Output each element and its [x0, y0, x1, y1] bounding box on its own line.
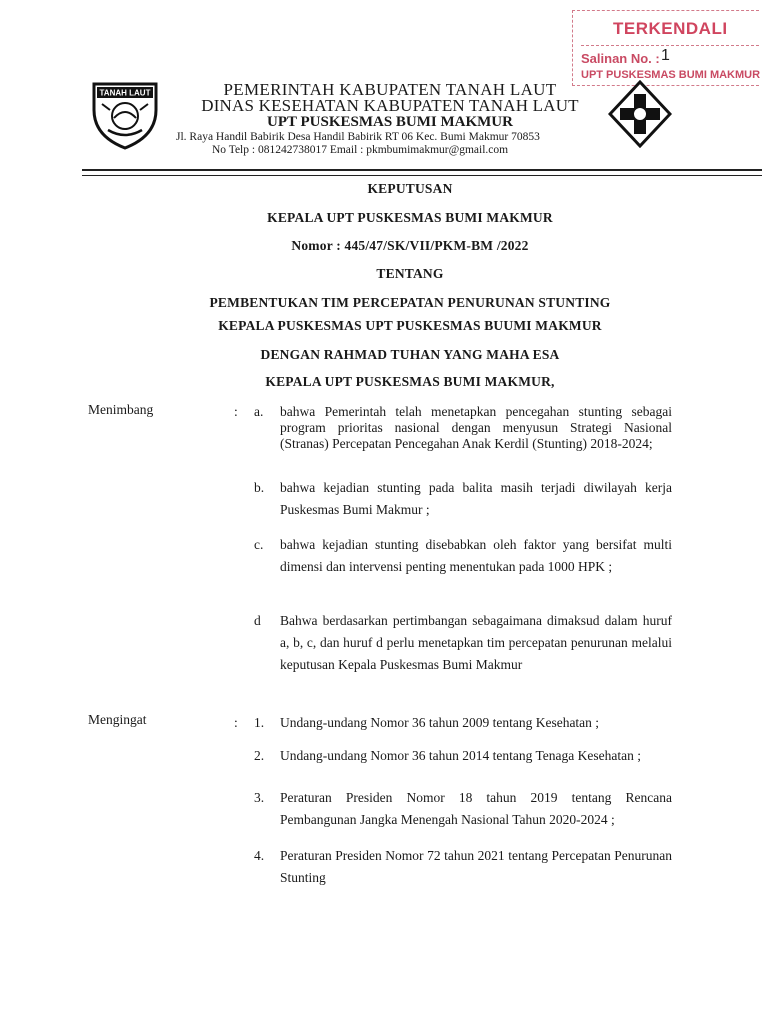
regency-emblem-icon	[88, 80, 162, 150]
menimbang-label: Menimbang	[88, 402, 154, 417]
menimbang-text-c: bahwa kejadian stunting disebabkan oleh faktor yang bersifat multi dimensi dan intervensi penting menentukan pada 1000 HPK ;	[280, 537, 672, 574]
menimbang-colon: :	[234, 404, 238, 419]
emblem-text: TANAH LAUT	[99, 88, 151, 98]
decree-about: TENTANG	[376, 266, 444, 281]
letterhead-rule-thin	[82, 175, 762, 176]
decree-subject: PEMBENTUKAN TIM PERCEPATAN PENURUNAN STUNTING	[209, 295, 611, 310]
menimbang-mark-b: b.	[254, 480, 265, 495]
stamp-copy-label: Salinan No. :	[581, 51, 660, 66]
decree-issuer: KEPALA UPT PUSKESMAS BUMI MAKMUR	[267, 210, 553, 225]
controlled-stamp	[572, 10, 759, 86]
stamp-divider	[581, 45, 759, 46]
mengingat-mark-3: 3.	[254, 790, 265, 805]
mengingat-mark-2: 2.	[254, 748, 265, 763]
menimbang-text-b: bahwa kejadian stunting pada balita masih terjadi diwilayah kerja Puskesmas Bumi Makmur ;	[280, 480, 672, 517]
mengingat-text-1: Undang-undang Nomor 36 tahun 2009 tentang Kesehatan ;	[280, 715, 600, 730]
decree-invocation: DENGAN RAHMAD TUHAN YANG MAHA ESA	[260, 347, 560, 362]
puskesmas-cross-icon	[608, 80, 672, 148]
decree-signatory: KEPALA UPT PUSKESMAS BUMI MAKMUR,	[265, 374, 555, 389]
stamp-organization: UPT PUSKESMAS BUMI MAKMUR	[581, 69, 761, 81]
stamp-title: TERKENDALI	[613, 19, 728, 38]
menimbang-mark-a: a.	[254, 404, 264, 419]
mengingat-mark-1: 1.	[254, 715, 265, 730]
mengingat-label: Mengingat	[88, 712, 147, 727]
mengingat-text-2: Undang-undang Nomor 36 tahun 2014 tentang Tenaga Kesehatan ;	[280, 748, 641, 763]
stamp-copy-number: 1	[661, 47, 670, 64]
mengingat-mark-4: 4.	[254, 848, 265, 863]
letterhead-government: PEMERINTAH KABUPATEN TANAH LAUT	[223, 80, 557, 99]
menimbang-text-a: bahwa Pemerintah telah menetapkan pencegahan stunting sebagai program prioritas nasional dengan menyusun Strategi Nasional (Stranas) Percepatan Pencegahan Anak Kerdil (Stunting) 2018-2024;	[280, 404, 672, 451]
letterhead-department: DINAS KESEHATAN KABUPATEN TANAH LAUT	[201, 96, 579, 115]
decree-number: Nomor : 445/47/SK/VII/PKM-BM /2022	[291, 238, 529, 253]
menimbang-mark-c: c.	[254, 537, 264, 552]
mengingat-text-4: Peraturan Presiden Nomor 72 tahun 2021 tentang Percepatan Penurunan Stunting	[280, 848, 672, 885]
decree-subject-line2: KEPALA PUSKESMAS UPT PUSKESMAS BUUMI MAKMUR	[218, 318, 602, 333]
letterhead-puskesmas: UPT PUSKESMAS BUMI MAKMUR	[267, 114, 513, 130]
mengingat-colon: :	[234, 715, 238, 730]
mengingat-text-3: Peraturan Presiden Nomor 18 tahun 2019 tentang Rencana Pembangunan Jangka Menengah Nasional Tahun 2020-2024 ;	[280, 790, 672, 827]
decree-title: KEPUTUSAN	[367, 181, 453, 196]
letterhead-contact: No Telp : 081242738017 Email : pkmbumimakmur@gmail.com	[212, 144, 509, 156]
menimbang-mark-d: d	[254, 613, 261, 628]
letterhead-address: Jl. Raya Handil Babirik Desa Handil Babirik RT 06 Kec. Bumi Makmur 70853	[176, 131, 540, 143]
letterhead-rule-thick	[82, 169, 762, 171]
menimbang-text-d: Bahwa berdasarkan pertimbangan sebagaimana dimaksud dalam huruf a, b, c, dan huruf d perlu menetapkan tim percepatan penurunan melalui keputusan Kepala Puskesmas Bumi Makmur	[280, 613, 672, 672]
